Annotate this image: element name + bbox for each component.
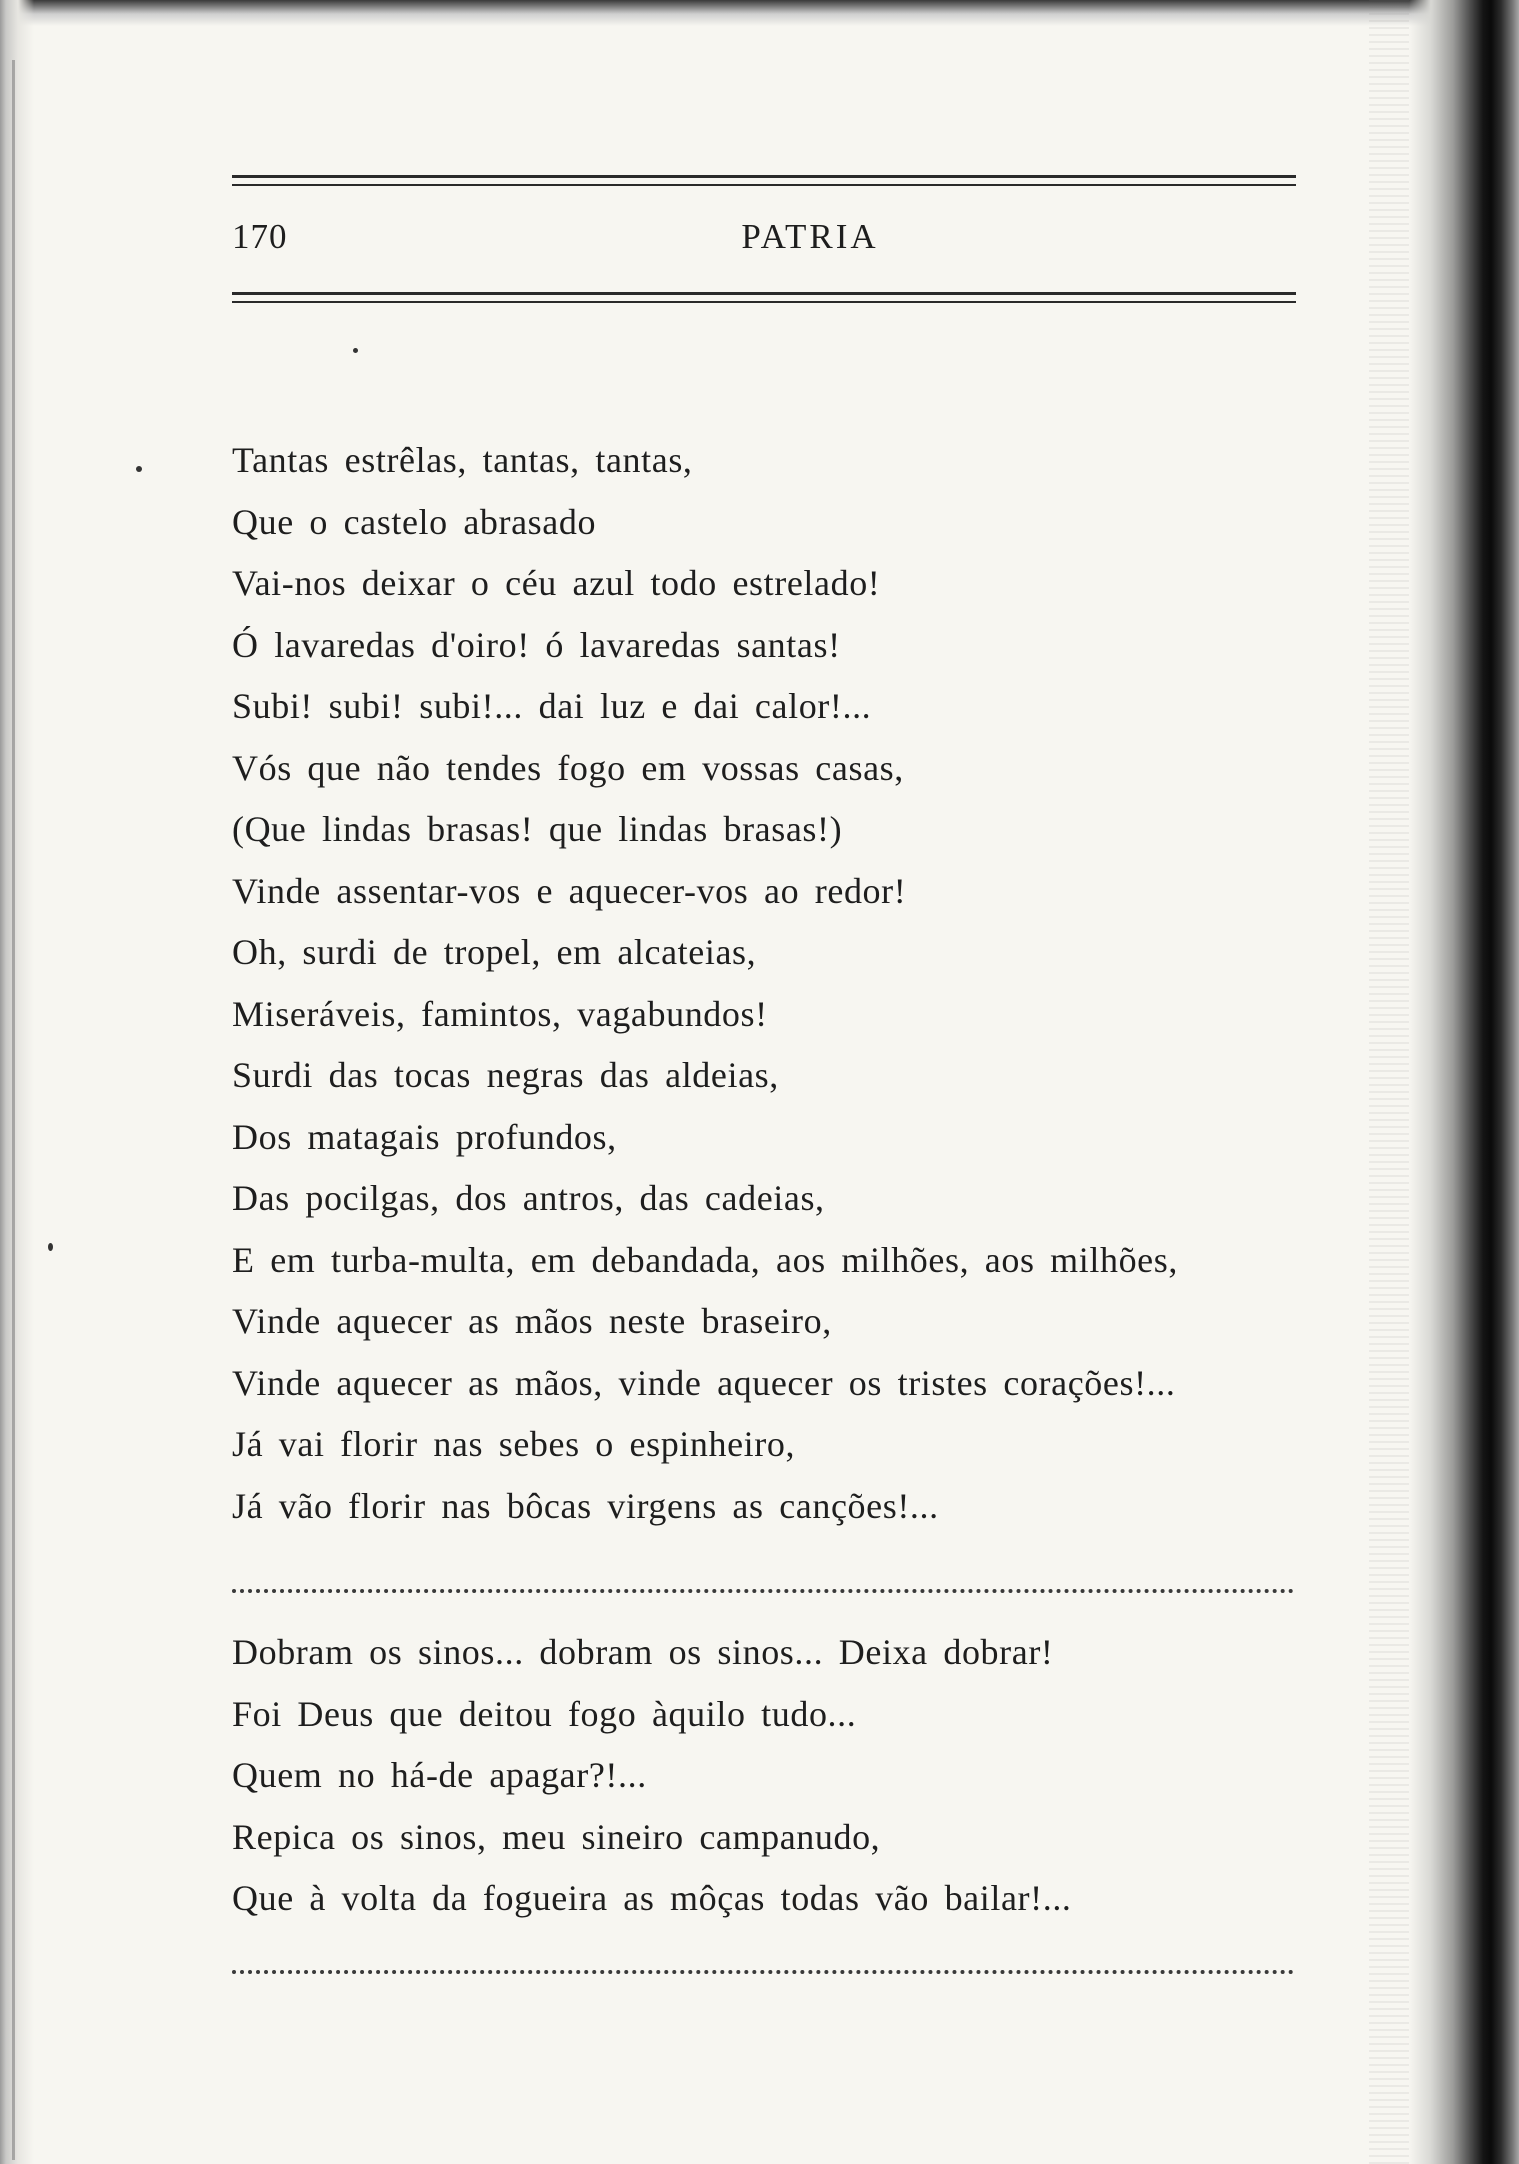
poem-line: (Que lindas brasas! que lindas brasas!) (232, 809, 843, 849)
scan-top-shadow (0, 0, 1519, 26)
book-binding-shadow (1409, 0, 1519, 2164)
poem-line: Ó lavaredas d'oiro! ó lavaredas santas! (232, 624, 841, 665)
poem-line: Oh, surdi de tropel, em alcateias, (232, 932, 757, 972)
poem-line: Dobram os sinos... dobram os sinos... Deixa dobrar! (232, 1632, 1054, 1672)
poem-line: Surdi das tocas negras das aldeias, (232, 1055, 779, 1095)
poem-line: Que à volta da fogueira as môças todas vão bailar!... (232, 1878, 1072, 1918)
poem-line: Das pocilgas, dos antros, das cadeias, (232, 1178, 825, 1218)
poem-line: Miseráveis, famintos, vagabundos! (232, 993, 768, 1034)
poem-line: Que o castelo abrasado (232, 501, 597, 542)
poem-line: Já vai florir nas sebes o espinheiro, (232, 1424, 796, 1464)
page-number: 170 (232, 217, 288, 256)
scan-speck (353, 348, 358, 353)
poem-line: Repica os sinos, meu sineiro campanudo, (232, 1816, 881, 1857)
poem-stanza-2 (232, 1622, 1312, 1930)
poem-line: Tantas estrêlas, tantas, tantas, (232, 440, 693, 480)
poem-line: Subi! subi! subi!... dai luz e dai calor!... (232, 686, 872, 726)
poem-line: Vinde assentar-vos e aquecer-vos ao redor! (232, 870, 907, 911)
header-rule-bottom (232, 292, 1296, 303)
scan-left-edge (0, 0, 34, 2164)
poem-line: Dos matagais profundos, (232, 1116, 617, 1157)
poem-line: Vai-nos deixar o céu azul todo estrelado! (232, 563, 881, 603)
scan-left-line (12, 60, 15, 2160)
running-title: PATRIA (741, 217, 879, 256)
dotted-separator (232, 1970, 1294, 1974)
poem-line: Vós que não tendes fogo em vossas casas, (232, 747, 904, 788)
poem-line: Quem no há-de apagar?!... (232, 1755, 647, 1795)
poem-stanza-1 (232, 430, 1312, 1537)
scan-speck (136, 466, 142, 472)
poem-line: Foi Deus que deitou fogo àquilo tudo... (232, 1693, 857, 1734)
scan-speck (48, 1243, 53, 1251)
dotted-separator (232, 1589, 1294, 1593)
poem-line: Já vão florir nas bôcas virgens as canções!... (232, 1485, 939, 1526)
scan-right-speckle (1369, 0, 1409, 2164)
poem-line: Vinde aquecer as mãos, vinde aquecer os tristes corações!... (232, 1362, 1176, 1403)
header-rule-top (232, 175, 1296, 186)
poem-line: Vinde aquecer as mãos neste braseiro, (232, 1301, 832, 1341)
poem-line: E em turba-multa, em debandada, aos milhões, aos milhões, (232, 1239, 1178, 1280)
